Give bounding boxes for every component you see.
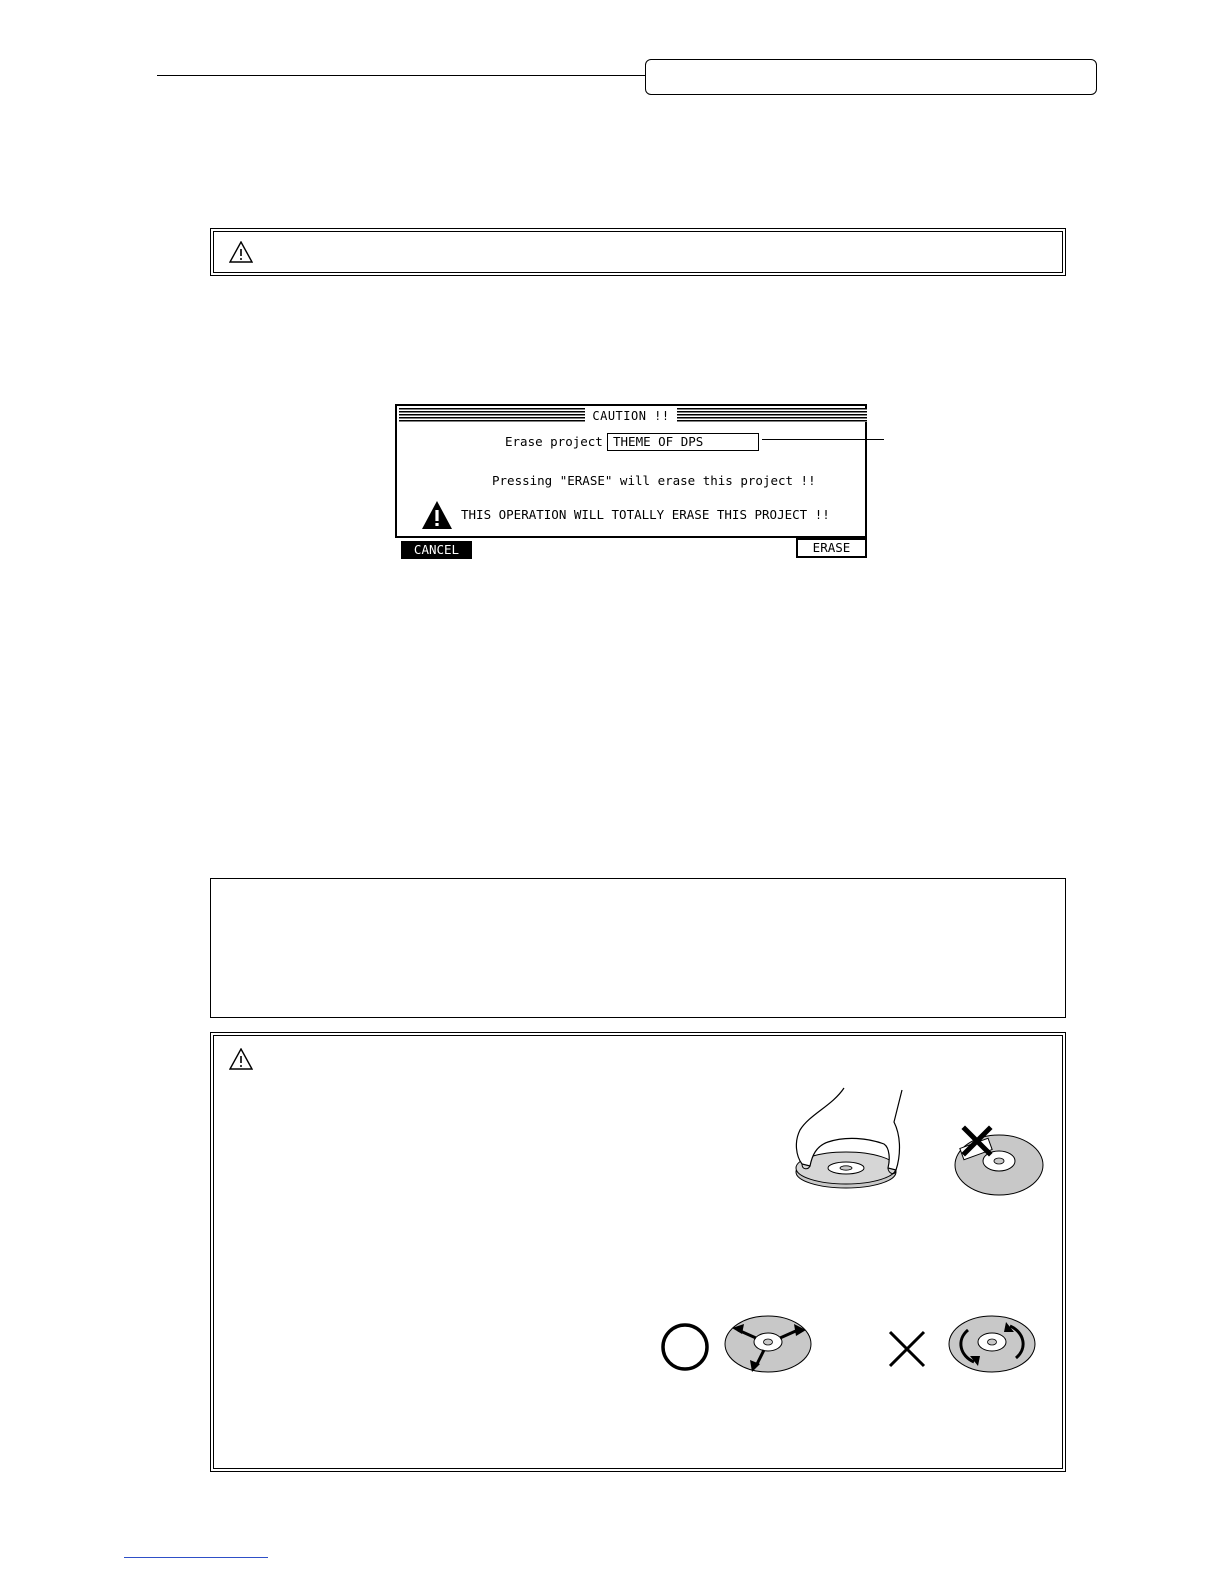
footer-rule — [124, 1557, 268, 1558]
note-box — [210, 878, 1066, 1018]
filled-warning-triangle-icon — [421, 500, 453, 530]
erase-project-label: Erase project — [505, 434, 603, 449]
erase-warning-text: THIS OPERATION WILL TOTALLY ERASE THIS PROJECT !! — [461, 507, 830, 522]
warning-triangle-icon — [229, 241, 253, 263]
callout-leader-line — [762, 439, 884, 440]
erase-button[interactable]: ERASE — [796, 538, 867, 558]
dialog-title: CAUTION !! — [585, 408, 677, 424]
project-name-field[interactable]: THEME OF DPS — [607, 433, 759, 451]
dialog-titlebar — [399, 408, 867, 422]
erase-message: Pressing "ERASE" will erase this project !! — [492, 473, 816, 488]
cross-mark-icon — [886, 1328, 928, 1370]
header-tab — [645, 59, 1097, 95]
cancel-button[interactable]: CANCEL — [401, 541, 472, 559]
circle-mark-icon — [659, 1321, 711, 1373]
warning-triangle-icon — [229, 1048, 253, 1070]
header-rule — [157, 75, 646, 76]
caution-box-2 — [210, 1032, 1066, 1472]
erase-project-dialog — [395, 404, 869, 560]
disc-wipe-radial-illustration — [722, 1312, 814, 1376]
disc-no-touch-illustration — [949, 1121, 1045, 1199]
disc-held-by-edges-illustration — [784, 1086, 904, 1196]
dialog-frame — [395, 404, 867, 538]
disc-wipe-circular-illustration — [946, 1312, 1038, 1376]
caution-box-1 — [210, 228, 1066, 276]
